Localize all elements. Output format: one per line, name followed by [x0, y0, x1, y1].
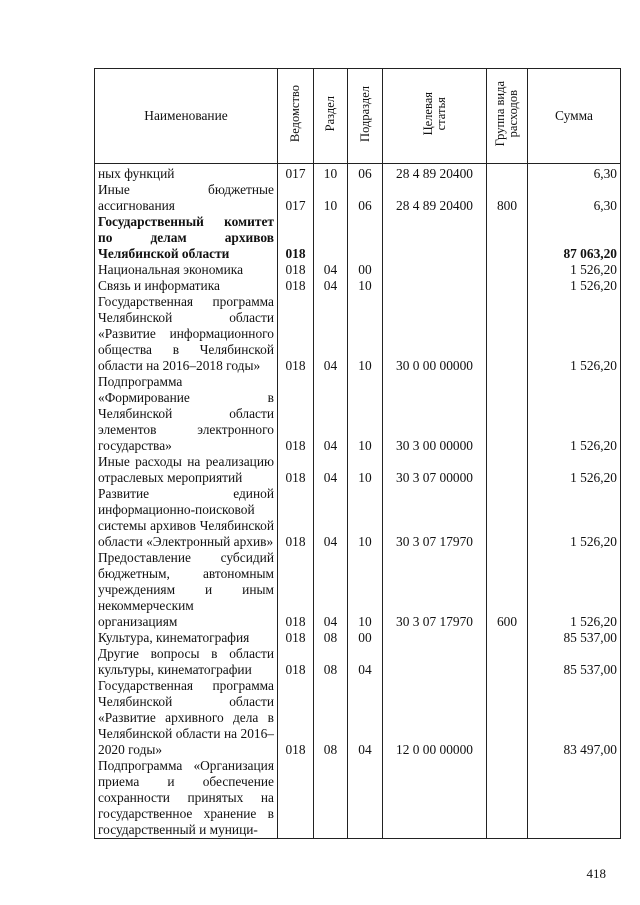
- row-name-cell: Подпрограмма «Организация приема и обеспечение сохранности принятых на государственное хранение в государственный и муници-: [95, 758, 278, 839]
- row-razdel-cell: 08: [314, 630, 348, 646]
- row-podrazdel-cell: 10: [348, 278, 383, 294]
- row-podrazdel-cell: 00: [348, 630, 383, 646]
- table-row: [95, 294, 621, 374]
- row-razdel-cell: 04: [314, 262, 348, 278]
- row-podrazdel-cell: [348, 758, 383, 839]
- row-gruppa-vida-cell: [487, 486, 528, 550]
- table-row: [95, 374, 621, 454]
- row-razdel-cell: 04: [314, 486, 348, 550]
- row-vedomstvo-cell: 018: [278, 278, 314, 294]
- row-vedomstvo-cell: 018: [278, 294, 314, 374]
- row-podrazdel-cell: 10: [348, 454, 383, 486]
- row-celevaya-statya-cell: 30 0 00 00000: [383, 294, 487, 374]
- row-summa-cell: 85 537,00: [528, 646, 621, 678]
- row-celevaya-statya-cell: 12 0 00 00000: [383, 678, 487, 758]
- table-row: [95, 262, 621, 278]
- table-row: [95, 646, 621, 678]
- row-razdel-cell: 04: [314, 294, 348, 374]
- row-gruppa-vida-cell: [487, 374, 528, 454]
- table-row: [95, 278, 621, 294]
- table-row: [95, 164, 621, 183]
- row-name-cell: Государственная программа Челябинской области «Развитие информационного общества в Челябинской области на 2016–2018 годы»: [95, 294, 278, 374]
- row-razdel-cell: 08: [314, 646, 348, 678]
- row-razdel-cell: 04: [314, 550, 348, 630]
- table-row: [95, 454, 621, 486]
- row-name-cell: ных функций: [95, 164, 278, 183]
- row-razdel-cell: 04: [314, 278, 348, 294]
- table-row: [95, 758, 621, 839]
- row-celevaya-statya-cell: 30 3 07 00000: [383, 454, 487, 486]
- row-name-cell: Государственный комитет по делам архивов Челябинской области: [95, 214, 278, 262]
- row-celevaya-statya-cell: 30 3 00 00000: [383, 374, 487, 454]
- row-gruppa-vida-cell: [487, 278, 528, 294]
- row-summa-cell: 1 526,20: [528, 262, 621, 278]
- row-gruppa-vida-cell: [487, 758, 528, 839]
- budget-table: [94, 68, 621, 839]
- row-name-cell: Иные бюджетные ассигнования: [95, 182, 278, 214]
- row-summa-cell: 85 537,00: [528, 630, 621, 646]
- row-celevaya-statya-cell: [383, 214, 487, 262]
- row-podrazdel-cell: 06: [348, 164, 383, 183]
- row-celevaya-statya-cell: [383, 758, 487, 839]
- row-name-cell: Национальная экономика: [95, 262, 278, 278]
- table-row: [95, 630, 621, 646]
- row-name-cell: Иные расходы на реализацию отраслевых мероприятий: [95, 454, 278, 486]
- row-celevaya-statya-cell: 30 3 07 17970: [383, 550, 487, 630]
- page-number: 418: [586, 866, 606, 881]
- row-vedomstvo-cell: 018: [278, 454, 314, 486]
- row-vedomstvo-cell: 018: [278, 678, 314, 758]
- row-celevaya-statya-cell: 30 3 07 17970: [383, 486, 487, 550]
- row-celevaya-statya-cell: 28 4 89 20400: [383, 182, 487, 214]
- table-row: [95, 182, 621, 214]
- row-gruppa-vida-cell: [487, 294, 528, 374]
- row-vedomstvo-cell: 017: [278, 164, 314, 183]
- row-vedomstvo-cell: 017: [278, 182, 314, 214]
- row-summa-cell: [528, 758, 621, 839]
- row-podrazdel-cell: 00: [348, 262, 383, 278]
- row-name-cell: Государственная программа Челябинской области «Развитие архивного дела в Челябинской области на 2016–2020 годы»: [95, 678, 278, 758]
- row-name-cell: Культура, кинематография: [95, 630, 278, 646]
- row-vedomstvo-cell: 018: [278, 214, 314, 262]
- table-row: [95, 550, 621, 630]
- row-podrazdel-cell: 10: [348, 374, 383, 454]
- row-gruppa-vida-cell: [487, 630, 528, 646]
- row-name-cell: Подпрограмма «Формирование в Челябинской области элементов электронного государства»: [95, 374, 278, 454]
- row-celevaya-statya-cell: [383, 646, 487, 678]
- row-summa-cell: 1 526,20: [528, 550, 621, 630]
- row-gruppa-vida-cell: 600: [487, 550, 528, 630]
- row-summa-cell: 1 526,20: [528, 294, 621, 374]
- row-podrazdel-cell: 06: [348, 182, 383, 214]
- row-summa-cell: 6,30: [528, 164, 621, 183]
- row-summa-cell: 1 526,20: [528, 278, 621, 294]
- row-gruppa-vida-cell: [487, 214, 528, 262]
- row-name-cell: Другие вопросы в области культуры, кинематографии: [95, 646, 278, 678]
- row-vedomstvo-cell: 018: [278, 374, 314, 454]
- row-podrazdel-cell: [348, 214, 383, 262]
- table-header-row: [95, 69, 621, 164]
- row-summa-cell: 83 497,00: [528, 678, 621, 758]
- row-celevaya-statya-cell: [383, 278, 487, 294]
- header-podrazdel: Подраздел: [348, 69, 383, 164]
- row-razdel-cell: [314, 214, 348, 262]
- row-celevaya-statya-cell: [383, 262, 487, 278]
- row-summa-cell: 1 526,20: [528, 454, 621, 486]
- row-vedomstvo-cell: 018: [278, 550, 314, 630]
- table-row: [95, 486, 621, 550]
- row-razdel-cell: 04: [314, 374, 348, 454]
- row-summa-cell: 1 526,20: [528, 374, 621, 454]
- row-vedomstvo-cell: 018: [278, 630, 314, 646]
- row-summa-cell: 87 063,20: [528, 214, 621, 262]
- header-celevaya-statya: Целевая статья: [383, 69, 487, 164]
- row-vedomstvo-cell: 018: [278, 262, 314, 278]
- row-razdel-cell: 08: [314, 678, 348, 758]
- row-vedomstvo-cell: [278, 758, 314, 839]
- row-gruppa-vida-cell: [487, 646, 528, 678]
- row-name-cell: Предоставление субсидий бюджетным, автономным учреждениям и иным некоммерческим организациям: [95, 550, 278, 630]
- row-podrazdel-cell: 10: [348, 486, 383, 550]
- row-summa-cell: 6,30: [528, 182, 621, 214]
- row-razdel-cell: 10: [314, 164, 348, 183]
- header-summa: Сумма: [528, 69, 621, 164]
- row-podrazdel-cell: 10: [348, 550, 383, 630]
- table-row: [95, 214, 621, 262]
- row-name-cell: Связь и информатика: [95, 278, 278, 294]
- header-vedomstvo: Ведомство: [278, 69, 314, 164]
- row-vedomstvo-cell: 018: [278, 646, 314, 678]
- row-celevaya-statya-cell: 28 4 89 20400: [383, 164, 487, 183]
- row-gruppa-vida-cell: [487, 678, 528, 758]
- table-row: [95, 678, 621, 758]
- header-razdel: Раздел: [314, 69, 348, 164]
- row-vedomstvo-cell: 018: [278, 486, 314, 550]
- row-gruppa-vida-cell: 800: [487, 182, 528, 214]
- row-podrazdel-cell: 10: [348, 294, 383, 374]
- header-gruppa-vida-raskhodov: Группа вида расходов: [487, 69, 528, 164]
- row-name-cell: Развитие единой информационно-поисковой системы архивов Челябинской области «Электронный архив»: [95, 486, 278, 550]
- row-razdel-cell: 04: [314, 454, 348, 486]
- row-podrazdel-cell: 04: [348, 646, 383, 678]
- row-razdel-cell: 10: [314, 182, 348, 214]
- row-summa-cell: 1 526,20: [528, 486, 621, 550]
- row-gruppa-vida-cell: [487, 454, 528, 486]
- row-gruppa-vida-cell: [487, 164, 528, 183]
- header-name: Наименование: [95, 69, 278, 164]
- row-gruppa-vida-cell: [487, 262, 528, 278]
- row-razdel-cell: [314, 758, 348, 839]
- row-podrazdel-cell: 04: [348, 678, 383, 758]
- row-celevaya-statya-cell: [383, 630, 487, 646]
